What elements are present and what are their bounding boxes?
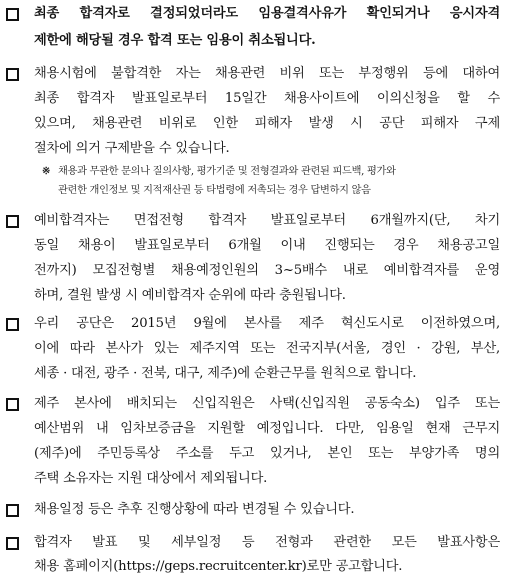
checkbox-square-icon <box>6 215 19 228</box>
notice-line: 채용일정 등은 추후 진행상황에 따라 변경될 수 있습니다. <box>34 502 355 517</box>
notice-line: 예비합격자는 면접전형 합격자 발표일로부터 6개월까지(단, 차기 <box>34 213 500 228</box>
note-line: 관련한 개인정보 및 지적재산권 등 타법령에 저촉되는 경우 답변하지 않음 <box>58 185 371 196</box>
notice-line: 최종 합격자로 결정되었더라도 임용결격사유가 확인되거나 응시자격 <box>34 6 500 21</box>
checkbox-square-icon <box>6 504 19 517</box>
notice-line: 하며, 결원 발생 시 예비합격자 순위에 따라 충원됩니다. <box>34 288 346 303</box>
notice-line: 있으며, 채용관련 비위로 인한 피해자 발생 시 공단 피해자 구제 <box>34 116 500 131</box>
notice-line: 우리 공단은 2015년 9월에 본사를 제주 혁신도시로 이전하였으며, <box>34 316 500 331</box>
notice-line: 절차에 의거 구제받을 수 있습니다. <box>34 141 230 156</box>
notice-line: 제주 본사에 배치되는 신입직원은 사택(신입직원 공동숙소) 입주 또는 <box>34 396 500 411</box>
notice-line: 주택 소유자는 지원 대상에서 제외됩니다. <box>34 471 268 486</box>
note-line: 채용과 무관한 문의나 질의사항, 평가기준 및 전형결과와 관련된 피드백, 평가와 <box>58 166 396 177</box>
notice-line: 세종 · 대전, 광주 · 전북, 대구, 제주)에 순환근무를 원칙으로 합니다. <box>34 366 417 381</box>
notice-line: 합격자 발표 및 세부일정 등 전형과 관련한 모든 발표사항은 <box>34 535 500 550</box>
notice-line: 이에 따라 본사가 있는 제주지역 또는 전국지부(서울, 경인 · 강원, 부산, <box>34 341 500 356</box>
notice-line: 제한에 해당될 경우 합격 또는 임용이 취소됩니다. <box>34 33 316 48</box>
notice-line: 예산범위 내 임차보증금을 지원할 예정입니다. 다만, 임용일 현재 근무지 <box>34 421 500 436</box>
notice-line: (제주)에 주민등록상 주소를 두고 있거나, 본인 또는 부양가족 명의 <box>34 446 500 461</box>
checkbox-square-icon <box>6 398 19 411</box>
checkbox-square-icon <box>6 68 19 81</box>
notice-line: 전까지) 모집전형별 채용예정인원의 3~5배수 내로 예비합격자를 운영 <box>34 263 500 278</box>
notice-line: 채용 홈페이지(https://geps.recruitcenter.kr)로만 공고합니다. <box>34 559 403 574</box>
checkbox-square-icon <box>6 8 19 21</box>
notice-line: 동일 채용이 발표일로부터 6개월 이내 진행되는 경우 채용공고일 <box>34 238 500 253</box>
checkbox-square-icon <box>6 537 19 550</box>
checkbox-square-icon <box>6 318 19 331</box>
notice-line: 채용시험에 불합격한 자는 채용관련 비위 또는 부정행위 등에 대하여 <box>34 66 500 81</box>
note-mark: ※ <box>42 165 51 177</box>
notice-line: 최종 합격자 발표일로부터 15일간 채용사이트에 이의신청을 할 수 <box>34 91 500 106</box>
